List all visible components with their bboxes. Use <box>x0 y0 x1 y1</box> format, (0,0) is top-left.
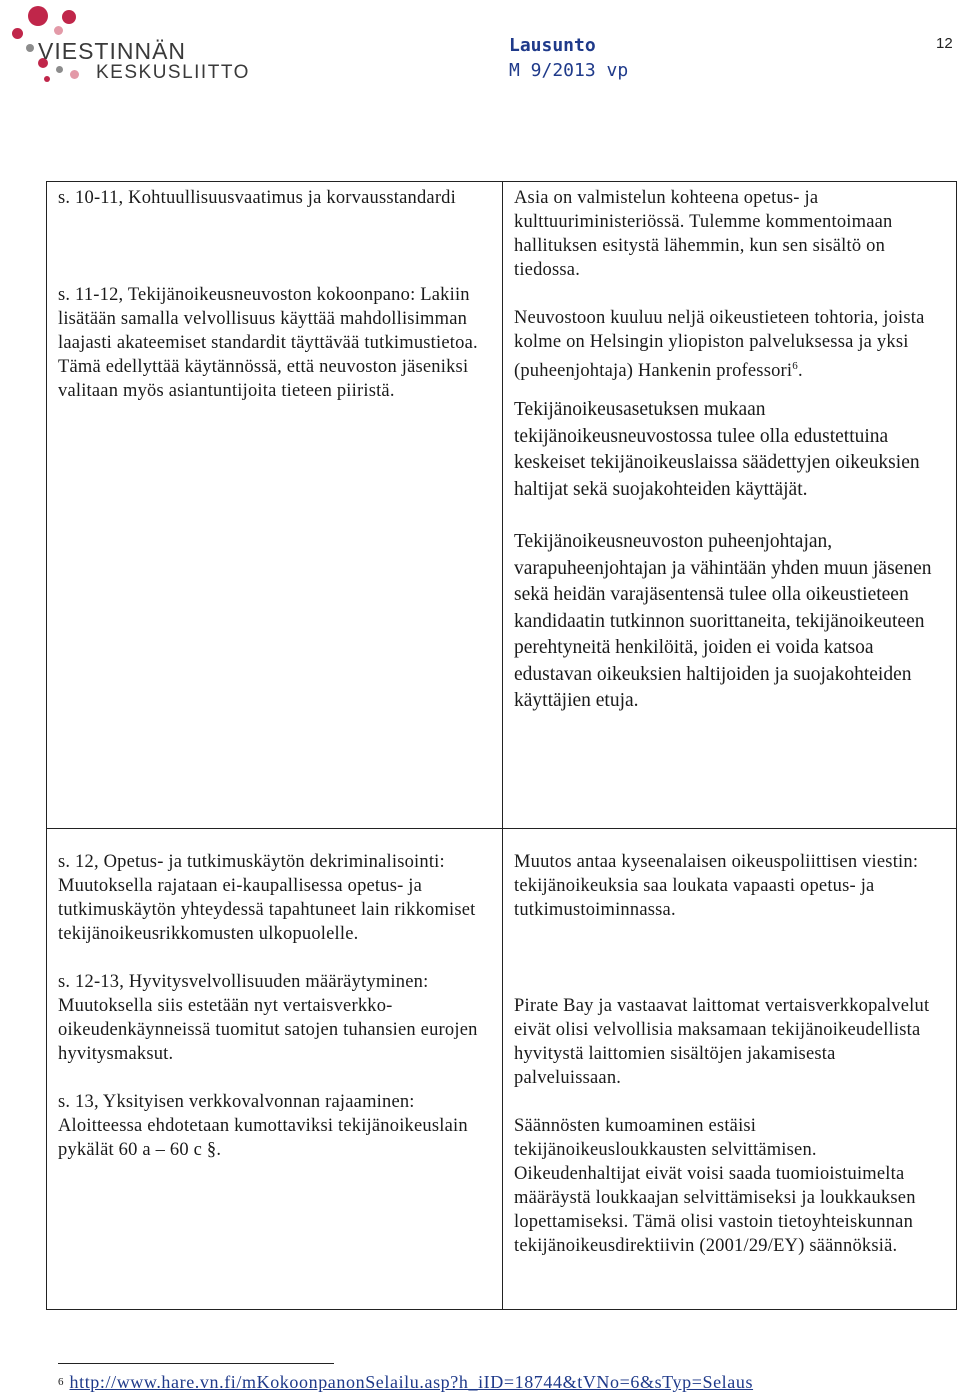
page-number: 12 <box>936 35 953 52</box>
table-row <box>47 829 957 1310</box>
footnote <box>58 1372 753 1393</box>
paragraph: Muutos antaa kyseenalaisen oikeuspoliittisen viestin: tekijänoikeuksia saa loukata vapaasti opetus- ja tutkimustoiminnassa. <box>514 852 919 920</box>
paragraph: s. 13, Yksityisen verkkovalvonnan rajaaminen: Aloitteessa ehdotetaan kumottaviksi tekijänoikeuslain pykälät 60 a – 60 c §. <box>58 1092 468 1160</box>
logo-line-1: VIESTINNÄN <box>38 38 187 64</box>
paragraph: s. 10-11, Kohtuullisuusvaatimus ja korvausstandardi <box>58 188 456 208</box>
table-cell-right <box>503 182 957 829</box>
paragraph: Asia on valmistelun kohteena opetus- ja kulttuuriministeriössä. Tulemme kommentoimaan hallituksen esitystä lähemmin, kun sen sisältö on tiedossa. <box>514 188 893 280</box>
logo-dot <box>12 28 23 39</box>
paragraph: s. 12, Opetus- ja tutkimuskäytön dekriminalisointi: Muutoksella rajataan ei-kaupallisessa opetus- ja tutkimuskäytön yhteydessä tapahtuneet lain rikkomiset tekijänoikeusrikkomusten ulkopuolelle. <box>58 852 476 944</box>
paragraph: s. 11-12, Tekijänoikeusneuvoston kokoonpano: Lakiin lisätään samalla velvollisuus käyttää mahdollisimman laajasti akateemiset standardit täyttävää tutkimustietoa. Tämä edellyttää käytännössä, että neuvoston jäseniksi valitaan myös asiantuntijoita tieteen piiristä. <box>58 285 478 401</box>
footnote-number: 6 <box>58 1376 64 1388</box>
paragraph: s. 12-13, Hyvitysvelvollisuuden määräytyminen: Muutoksella siis estetään nyt vertaisverkko-oikeudenkäynneissä tuomitut satojen tuhansien eurojen hyvitysmaksut. <box>58 972 478 1064</box>
logo-dot <box>44 76 50 82</box>
paragraph: Tekijänoikeusneuvoston puheenjohtajan, varapuheenjohtajan ja vähintään yhden muun jäsenen sekä heidän varajäsentensä tulee olla oikeustieteen kandidaatin tutkinnon suorittaneita, tekijänoikeuteen perehtyneitä henkilöitä, joiden ei voida katsoa edustavan oikeuksien haltijoiden ja suojakohteiden käyttäjien etuja. <box>514 531 932 712</box>
footnote-reference: 6 <box>792 360 798 372</box>
logo-dot <box>56 66 63 73</box>
paragraph: Neuvostoon kuuluu neljä oikeustieteen tohtoria, joista kolme on Helsingin yliopiston palveluksessa ja yksi (puheenjohtaja) Hankenin professori$^6$. <box>514 308 925 382</box>
paragraph: Pirate Bay ja vastaavat laittomat vertaisverkkopalvelut eivät olisi velvollisia maksamaan tekijänoikeudellista hyvitystä laittomien sisältöjen jakamisesta palveluissaan. <box>514 996 930 1088</box>
logo-dot <box>70 70 79 79</box>
logo-dot <box>54 26 63 35</box>
table-row <box>47 182 957 829</box>
logo-dot <box>62 10 76 24</box>
table-cell-right <box>503 829 957 1310</box>
table-cell-left <box>47 182 503 829</box>
logo-dot <box>26 44 34 52</box>
paragraph: Säännösten kumoaminen estäisi tekijänoikeusloukkausten selvittämisen. Oikeudenhaltijat eivät voisi saada tuomioistuimelta määräystä loukkaajan selvittämiseksi ja loukkauksen lopettamiseksi. Tämä olisi vastoin tietoyhteiskunnan tekijänoikeusdirektiivin (2001/29/EY) säännöksiä. <box>514 1116 916 1256</box>
viestinnan-keskusliitto-logo <box>4 4 274 86</box>
paragraph: Tekijänoikeusasetuksen mukaan tekijänoikeusneuvostossa tulee olla edustettuina keskeiset tekijänoikeuslaissa säädettyjen oikeuksien haltijat sekä suojakohteiden käyttäjät. <box>514 399 920 500</box>
document-reference: M 9/2013 vp <box>509 60 629 81</box>
logo-line-2: KESKUSLIITTO <box>96 62 250 83</box>
document-type: Lausunto <box>509 35 596 56</box>
footnote-link[interactable]: http://www.hare.vn.fi/mKokoonpanonSelailu.asp?h_iID=18744&tVNo=6&sTyp=Selaus <box>69 1372 754 1392</box>
paragraph-text: Neuvostoon kuuluu neljä oikeustieteen tohtoria, joista kolme on Helsingin yliopiston palveluksessa ja yksi (puheenjohtaja) Hankenin professori <box>514 308 925 382</box>
footnote-separator <box>58 1363 334 1364</box>
table-cell-left <box>47 829 503 1310</box>
statement-table <box>46 181 957 1310</box>
logo-dot <box>28 6 48 26</box>
